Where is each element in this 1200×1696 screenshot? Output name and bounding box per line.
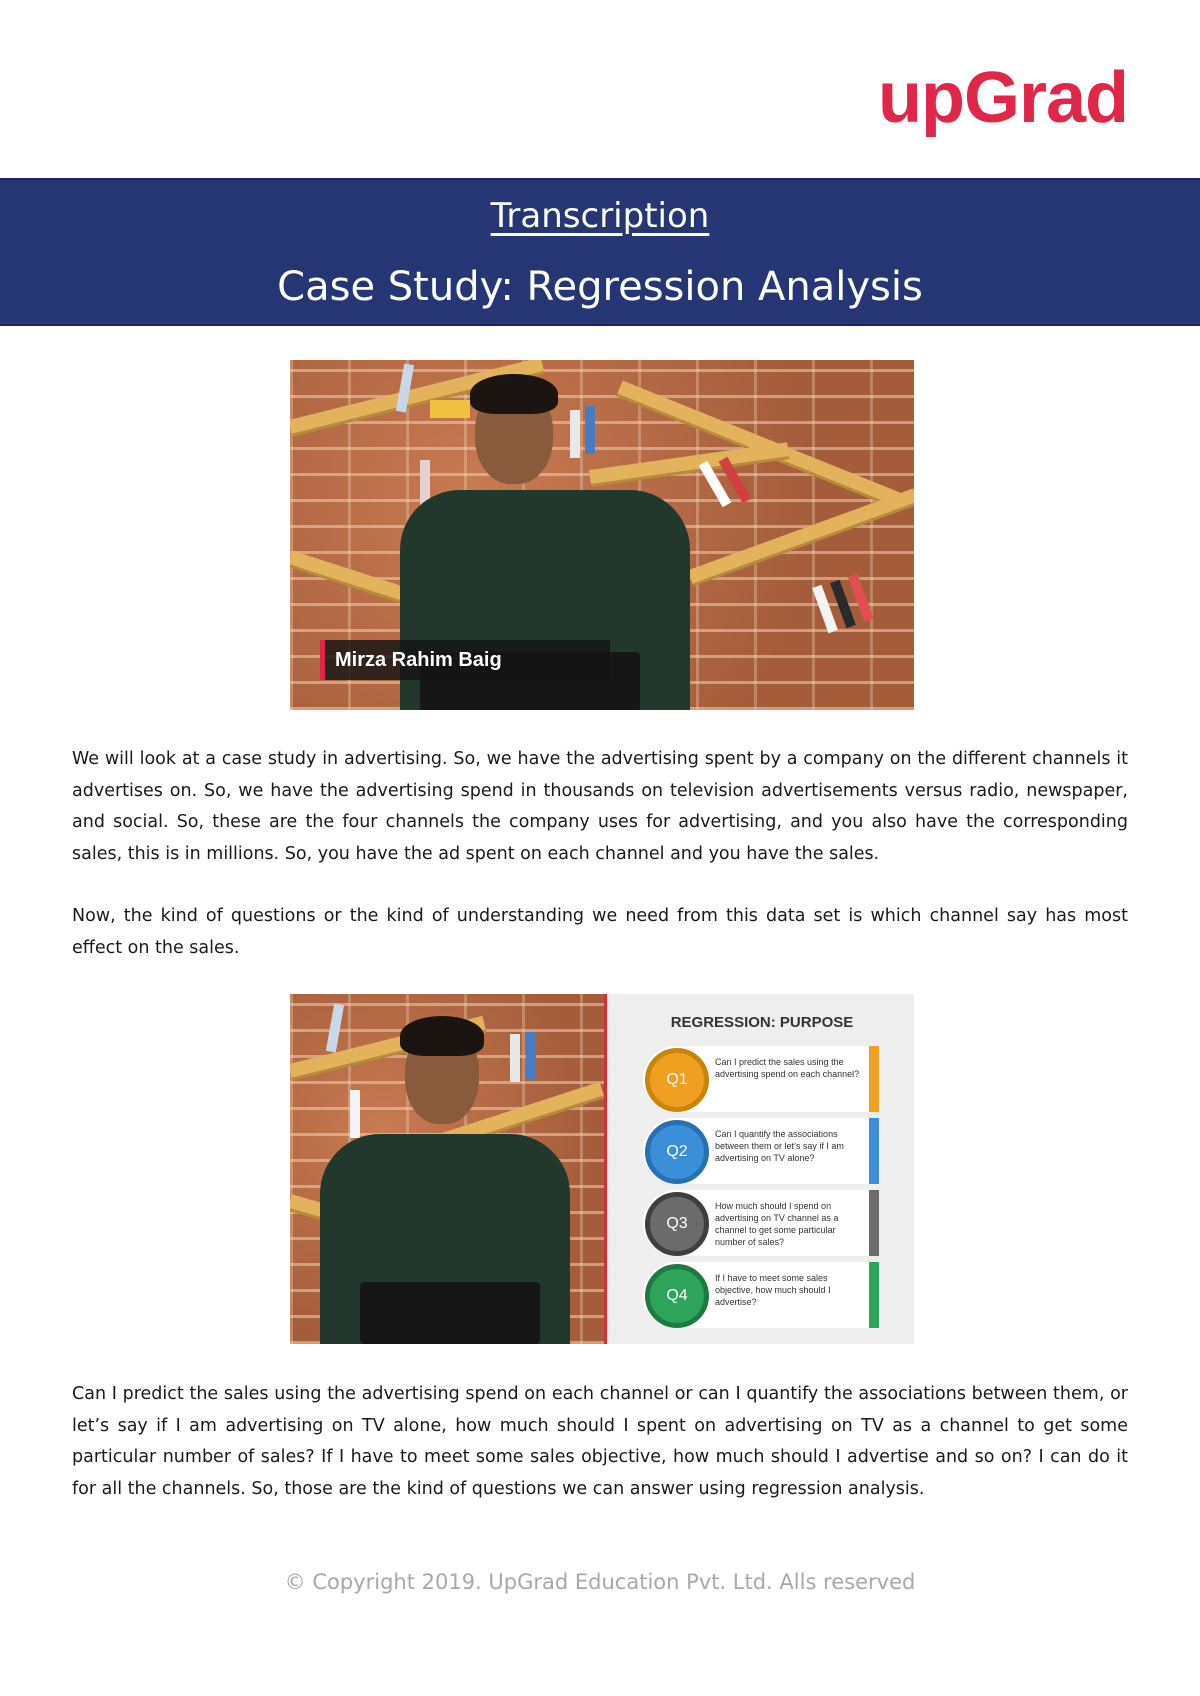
video-frame-slide — [290, 994, 914, 1344]
q4-badge: Q4 — [645, 1264, 709, 1328]
q2-badge: Q2 — [645, 1120, 709, 1184]
book — [526, 1032, 536, 1080]
book — [430, 400, 470, 418]
video-frame-speaker — [290, 360, 914, 710]
q4-accent-bar — [869, 1262, 879, 1328]
document-kicker: Transcription — [490, 196, 710, 236]
paragraph-question: Now, the kind of questions or the kind of understanding we need from this data set is which channel say has most effect on the sales. — [72, 906, 1128, 958]
copyright-footer: © Copyright 2019. UpGrad Education Pvt. Ltd. Alls reserved — [284, 1570, 916, 1594]
book — [350, 1090, 360, 1138]
question-card-q2 — [643, 1118, 879, 1184]
q1-text: Can I predict the sales using the advertising spend on each channel? — [715, 1057, 860, 1079]
question-card-q4 — [643, 1262, 879, 1328]
q3-text: How much should I spend on advertising on TV channel as a channel to get some particular number of sales? — [715, 1201, 839, 1247]
speaker-hair — [400, 1016, 484, 1056]
laptop — [360, 1282, 540, 1344]
paragraph-regression-questions: Can I predict the sales using the advertising spend on each channel or can I quantify the associations between them, or let’s say if I am advertising on TV alone, how much should I spent on advertising on TV as a channel to get some particular number of sales? If I have to meet some sales objective, how much should I advertise and so on? I can do it for all the channels. So, those are the kind of questions we can answer using regression analysis. — [72, 1384, 1128, 1499]
title-banner — [0, 178, 1200, 326]
q3-accent-bar — [869, 1190, 879, 1256]
q2-accent-bar — [869, 1118, 879, 1184]
book — [510, 1034, 520, 1082]
document-title: Case Study: Regression Analysis — [277, 264, 923, 310]
q2-text: Can I quantify the associations between them or let’s say if I am advertising on TV alone? — [715, 1129, 844, 1163]
paragraph-intro: We will look at a case study in advertising. So, we have the advertising spent by a company on the different channels it advertises on. So, we have the advertising spend in thousands on television advertisements versus radio, newspaper, and social. So, these are the four channels the company uses for advertising, and you also have the corresponding sales, this is in millions. So, you have the ad spent on each channel and you have the sales. — [72, 749, 1128, 864]
speaker-hair — [470, 374, 558, 414]
upgrad-logo: upGrad — [877, 58, 1128, 138]
speaker-name-caption: Mirza Rahim Baig — [320, 640, 610, 680]
book — [585, 406, 595, 454]
book — [570, 410, 580, 458]
q1-accent-bar — [869, 1046, 879, 1112]
q1-badge: Q1 — [645, 1048, 709, 1112]
q4-text: If I have to meet some sales objective, how much should I advertise? — [715, 1273, 831, 1307]
question-card-q1 — [643, 1046, 879, 1112]
question-card-q3 — [643, 1190, 879, 1256]
slide-panel — [604, 994, 914, 1344]
q3-badge: Q3 — [645, 1192, 709, 1256]
slide-title: REGRESSION: PURPOSE — [670, 1014, 854, 1031]
